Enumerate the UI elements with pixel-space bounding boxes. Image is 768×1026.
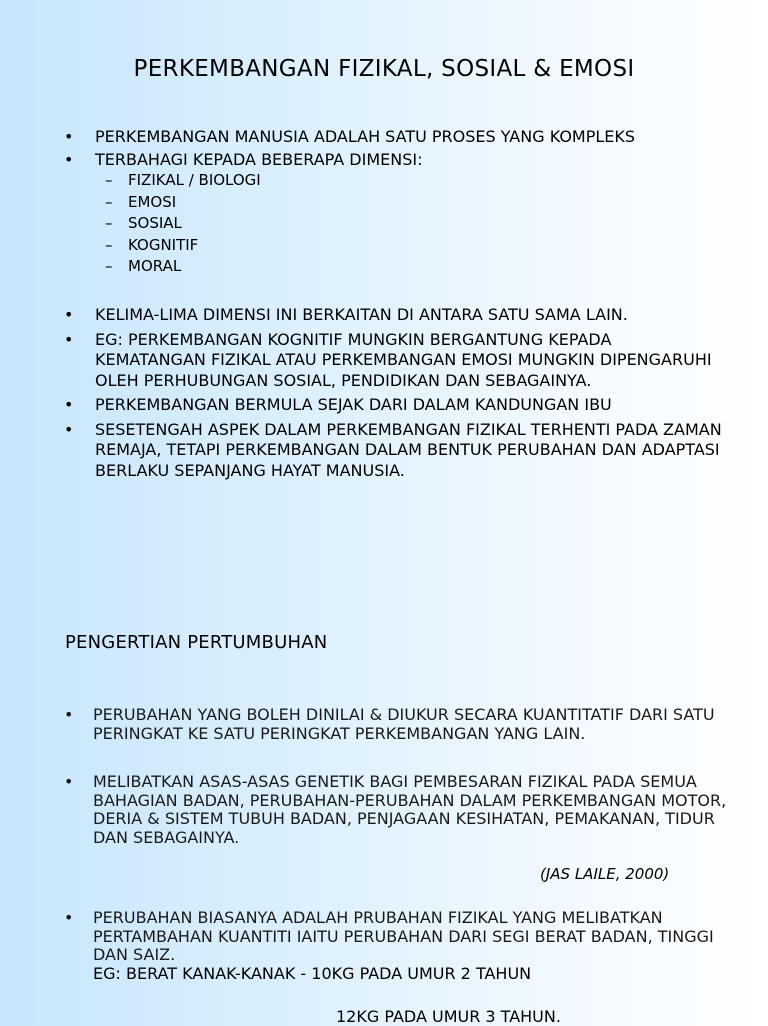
section-heading: PENGERTIAN PERTUMBUHAN <box>65 632 328 653</box>
growth-bullet-list <box>64 706 744 847</box>
dimension-notes-list <box>64 305 724 485</box>
citation: (JAS LAILE, 2000) <box>540 865 670 883</box>
list-item: • PERKEMBANGAN BERMULA SEJAK DARI DALAM KANDUNGAN IBU <box>64 395 724 416</box>
list-item: • PERUBAHAN BIASANYA ADALAH PRUBAHAN FIZIKAL YANG MELIBATKAN PERTAMBAHAN KUANTITI IAITU PERUBAHAN DARI SEGI BERAT BADAN, TINGGI DAN SAIZ. <box>64 909 744 965</box>
list-item-text: PERKEMBANGAN MANUSIA ADALAH SATU PROSES YANG KOMPLEKS <box>95 127 636 146</box>
list-item: • MELIBATKAN ASAS-ASAS GENETIK BAGI PEMBESARAN FIZIKAL PADA SEMUA BAHAGIAN BADAN, PERUBAHAN-PERUBAHAN DALAM PERKEMBANGAN MOTOR, DERIA & SISTEM TUBUH BADAN, PENJAGAAN KESIHATAN, PEMAKANAN, TIDUR DAN SEBAGAINYA. <box>64 773 744 847</box>
dimension-item: – MORAL <box>95 256 724 278</box>
intro-bullet-list <box>64 126 724 280</box>
dimension-list <box>95 170 724 278</box>
dimension-item: – SOSIAL <box>95 213 724 235</box>
example-line: 12KG PADA UMUR 3 TAHUN. <box>336 1007 561 1026</box>
dimension-item: – KOGNITIF <box>95 235 724 257</box>
list-item <box>64 149 724 278</box>
dimension-item: – EMOSI <box>95 192 724 214</box>
list-item-text: TERBAHAGI KEPADA BEBERAPA DIMENSI: <box>95 150 423 169</box>
page-title: PERKEMBANGAN FIZIKAL, SOSIAL & EMOSI <box>133 56 635 82</box>
list-item: • SESETENGAH ASPEK DALAM PERKEMBANGAN FIZIKAL TERHENTI PADA ZAMAN REMAJA, TETAPI PERKEMBANGAN DALAM BENTUK PERUBAHAN DAN ADAPTASI BERLAKU SEPANJANG HAYAT MANUSIA. <box>64 420 724 482</box>
dimension-item: – FIZIKAL / BIOLOGI <box>95 170 724 192</box>
growth-bullet-list-2 <box>64 909 744 965</box>
list-item: • KELIMA-LIMA DIMENSI INI BERKAITAN DI ANTARA SATU SAMA LAIN. <box>64 305 724 326</box>
list-item <box>64 126 724 147</box>
example-line: EG: BERAT KANAK-KANAK - 10KG PADA UMUR 2 TAHUN <box>93 964 532 983</box>
list-item: • EG: PERKEMBANGAN KOGNITIF MUNGKIN BERGANTUNG KEPADA KEMATANGAN FIZIKAL ATAU PERKEMBANGAN EMOSI MUNGKIN DIPENGARUHI OLEH PERHUBUNGAN SOSIAL, PENDIDIKAN DAN SEBAGAINYA. <box>64 330 724 392</box>
list-item: • PERUBAHAN YANG BOLEH DINILAI & DIUKUR SECARA KUANTITATIF DARI SATU PERINGKAT KE SATU PERINGKAT PERKEMBANGAN YANG LAIN. <box>64 706 744 743</box>
